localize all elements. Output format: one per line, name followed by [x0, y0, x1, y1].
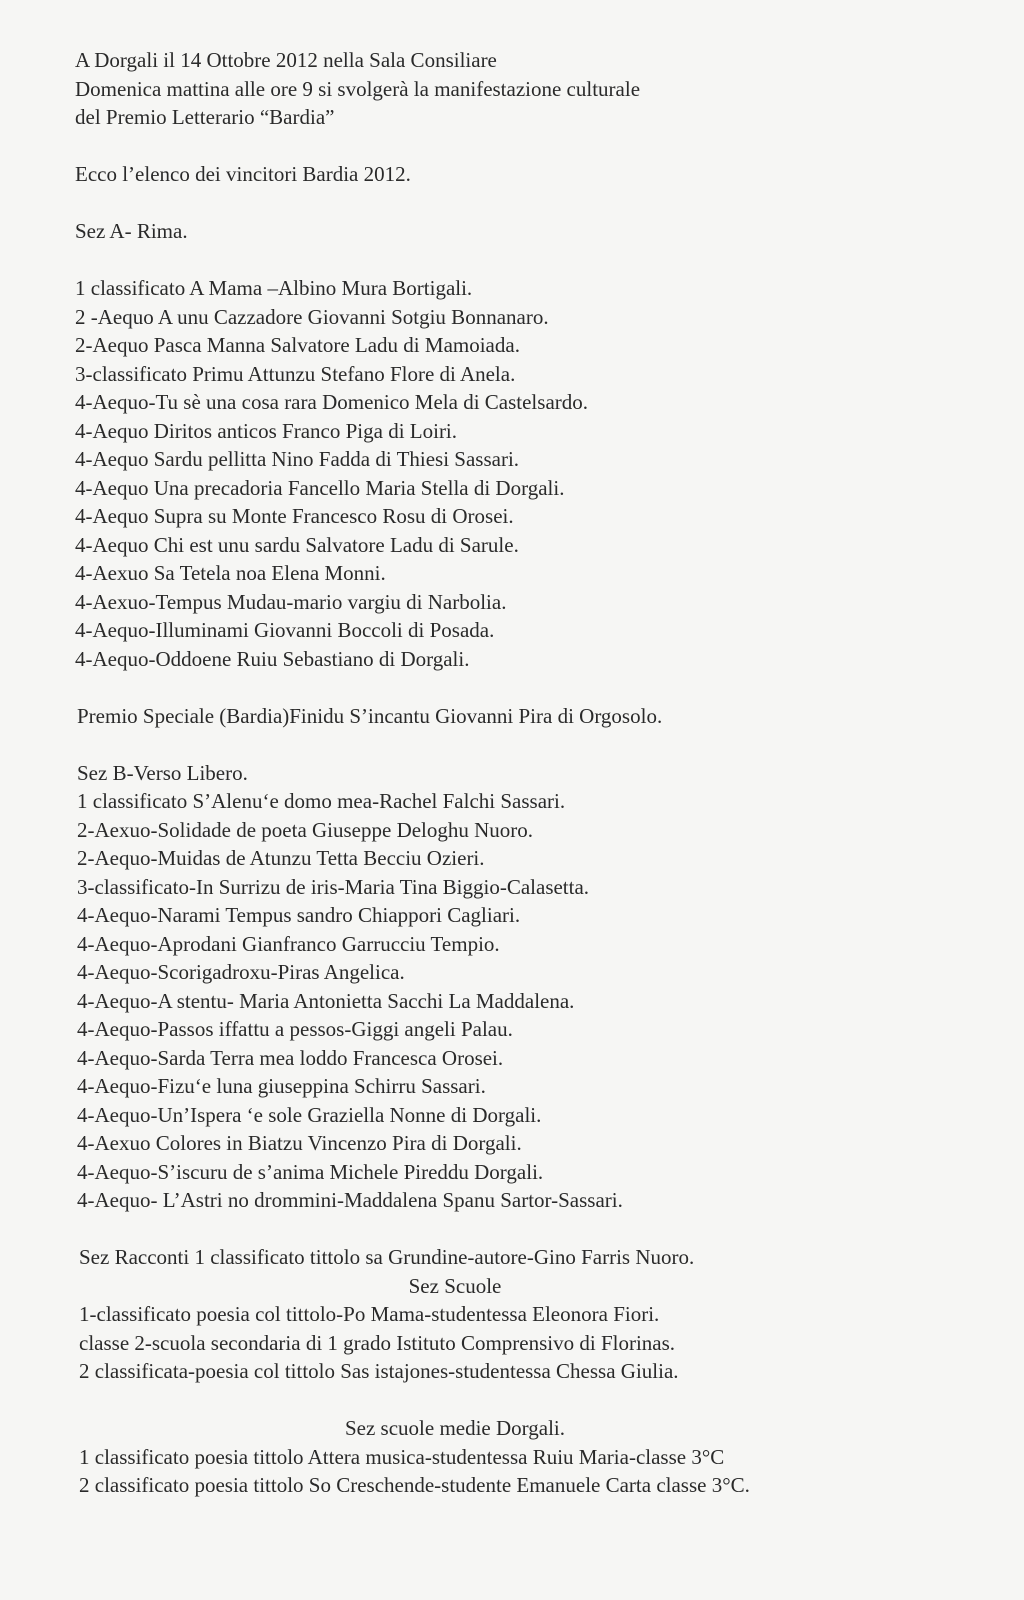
list-item: 4-Aequo-A stentu- Maria Antonietta Sacchi La Maddalena.: [77, 988, 575, 1013]
section-b-title: Sez B-Verso Libero.: [77, 760, 248, 785]
list-item: 4-Aexuo-Tempus Mudau-mario vargiu di Narbolia.: [75, 589, 507, 614]
list-item: 4-Aequo Chi est unu sardu Salvatore Ladu di Sarule.: [75, 532, 519, 557]
section-a-title: Sez A- Rima.: [75, 219, 188, 243]
list-item: 3-classificato Primu Attunzu Stefano Flore di Anela.: [75, 361, 516, 386]
list-item: 4-Aequo- L’Astri no drommini-Maddalena Spanu Sartor-Sassari.: [77, 1188, 623, 1212]
list-item: 4-Aequo-Scorigadroxu-Piras Angelica.: [77, 960, 405, 984]
list-item: 4-Aequo-Fizu‘e luna giuseppina Schirru Sassari.: [77, 1074, 486, 1098]
list-item: 3-classificato-In Surrizu de iris-Maria Tina Biggio-Calasetta.: [77, 874, 590, 899]
intro-line: A Dorgali il 14 Ottobre 2012 nella Sala Consiliare: [75, 48, 497, 72]
section-b-list: [75, 787, 975, 1215]
list-item: 4-Aexuo Sa Tetela noa Elena Monni.: [75, 561, 386, 585]
list-item: 4-Aexuo Colores in Biatzu Vincenzo Pira di Dorgali.: [77, 1131, 522, 1155]
section-scuole-list: [75, 1300, 975, 1386]
list-item: 2 -Aequo A unu Cazzadore Giovanni Sotgiu Bonnanaro.: [75, 304, 549, 329]
spacer: [75, 246, 975, 275]
section-medie-title: Sez scuole medie Dorgali.: [344, 1416, 566, 1440]
section-scuole-title: Sez Scuole: [408, 1273, 502, 1298]
intro-line: del Premio Letterario “Bardia”: [75, 105, 335, 129]
list-item: classe 2-scuola secondaria di 1 grado Istituto Comprensivo di Florinas.: [79, 1330, 676, 1355]
list-item: 2-Aexuo-Solidade de poeta Giuseppe Deloghu Nuoro.: [77, 817, 534, 842]
list-item: 4-Aequo-Passos iffattu a pessos-Giggi angeli Palau.: [77, 1017, 513, 1041]
spacer: [75, 189, 975, 218]
intro-line: Domenica mattina alle ore 9 si svolgerà la manifestazione culturale: [75, 76, 641, 101]
list-item: 1 classificato S’Alenu‘e domo mea-Rachel Falchi Sassari.: [77, 789, 566, 813]
section-medie-list: [75, 1443, 975, 1500]
list-item: 2 classificato poesia tittolo So Creschende-studente Emanuele Carta classe 3°C.: [79, 1473, 750, 1497]
list-item: 4-Aequo Supra su Monte Francesco Rosu di Orosei.: [75, 504, 514, 528]
list-item: 2-Aequo Pasca Manna Salvatore Ladu di Mamoiada.: [75, 333, 520, 357]
list-item: 4-Aequo-Narami Tempus sandro Chiappori Cagliari.: [77, 903, 521, 927]
list-item: 4-Aequo Una precadoria Fancello Maria Stella di Dorgali.: [75, 475, 565, 500]
racconti-line: Sez Racconti 1 classificato tittolo sa Grundine-autore-Gino Farris Nuoro.: [79, 1245, 695, 1269]
document-body: [75, 46, 975, 1500]
list-item: 1 classificato poesia tittolo Attera musica-studentessa Ruiu Maria-classe 3°C: [79, 1444, 725, 1469]
spacer: [75, 730, 975, 759]
list-item: 4-Aequo Sardu pellitta Nino Fadda di Thiesi Sassari.: [75, 447, 520, 471]
spacer: [75, 673, 975, 702]
list-item: 4-Aequo-Aprodani Gianfranco Garrucciu Tempio.: [77, 931, 500, 956]
list-item: 1-classificato poesia col tittolo-Po Mama-studentessa Eleonora Fiori.: [79, 1302, 660, 1326]
list-item: 4-Aequo-Un’Ispera ‘e sole Graziella Nonne di Dorgali.: [77, 1102, 542, 1127]
list-item: 4-Aequo-Tu sè una cosa rara Domenico Mela di Castelsardo.: [75, 390, 589, 414]
spacer: [75, 1386, 975, 1415]
list-item: 1 classificato A Mama –Albino Mura Bortigali.: [75, 276, 473, 300]
winners-intro: Ecco l’elenco dei vincitori Bardia 2012.: [75, 162, 411, 186]
list-item: 2-Aequo-Muidas de Atunzu Tetta Becciu Ozieri.: [77, 846, 485, 870]
list-item: 4-Aequo Diritos anticos Franco Piga di Loiri.: [75, 418, 458, 443]
list-item: 4-Aequo-Oddoene Ruiu Sebastiano di Dorgali.: [75, 646, 470, 671]
list-item: 2 classificata-poesia col tittolo Sas istajones-studentessa Chessa Giulia.: [79, 1359, 679, 1383]
spacer: [75, 1215, 975, 1244]
list-item: 4-Aequo-S’iscuru de s’anima Michele Pireddu Dorgali.: [77, 1159, 544, 1184]
section-a-list: [75, 274, 975, 673]
list-item: 4-Aequo-Sarda Terra mea loddo Francesca Orosei.: [77, 1045, 504, 1070]
spacer: [75, 132, 975, 161]
special-prize: Premio Speciale (Bardia)Finidu S’incantu Giovanni Pira di Orgosolo.: [77, 703, 663, 728]
list-item: 4-Aequo-Illuminami Giovanni Boccoli di Posada.: [75, 618, 495, 642]
